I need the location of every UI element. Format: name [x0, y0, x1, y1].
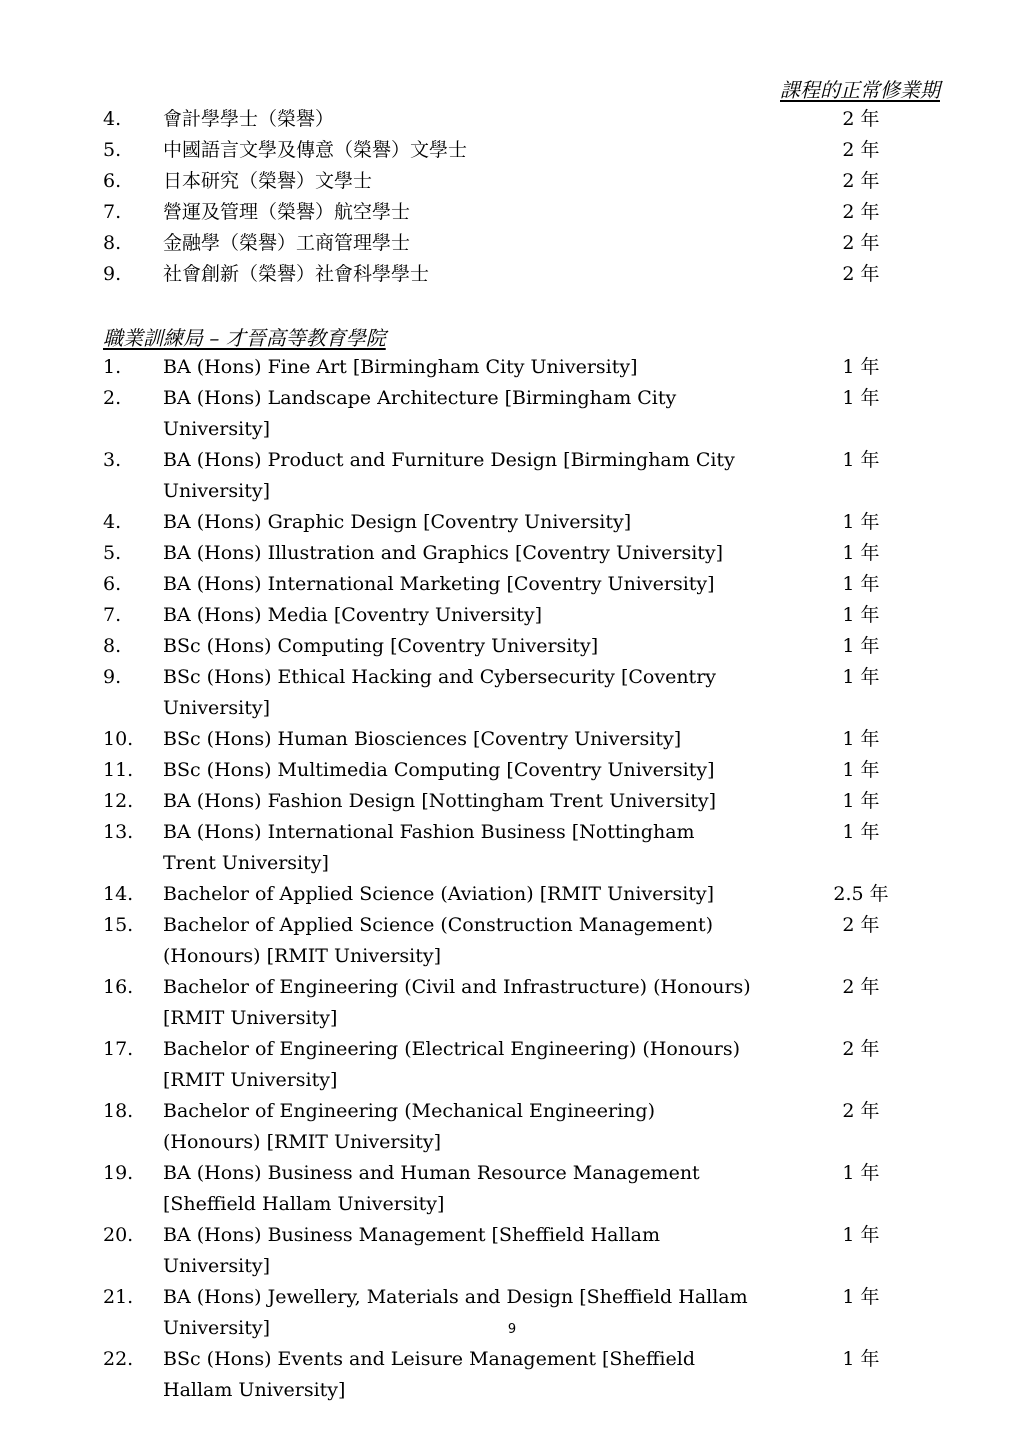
item-number: 5.	[103, 542, 122, 564]
programme-duration: 2 年	[842, 1100, 880, 1122]
list-item	[0, 1034, 1024, 1096]
list-item	[0, 972, 1024, 1034]
item-number: 20.	[103, 1224, 134, 1246]
list-item	[0, 724, 1024, 755]
programme-name: BA (Hons) International Fashion Business [Nottingham Trent University]	[163, 821, 695, 874]
programme-name: BA (Hons) Media [Coventry University]	[163, 604, 542, 626]
list-item	[0, 166, 1024, 197]
programme-duration: 2 年	[842, 201, 880, 223]
programme-name: 會計學學士（榮譽）	[163, 108, 335, 130]
item-number: 7.	[103, 201, 122, 223]
programme-duration: 1 年	[842, 666, 880, 688]
programme-duration: 1 年	[842, 573, 880, 595]
programme-duration: 2 年	[842, 108, 880, 130]
programme-duration: 1 年	[842, 790, 880, 812]
programme-name: BA (Hons) Fine Art [Birmingham City University]	[163, 356, 638, 378]
programme-duration: 1 年	[842, 387, 880, 409]
item-number: 10.	[103, 728, 134, 750]
item-number: 11.	[103, 759, 134, 781]
programme-name: BA (Hons) International Marketing [Coventry University]	[163, 573, 715, 595]
item-number: 8.	[103, 635, 122, 657]
list-item	[0, 631, 1024, 662]
list-item	[0, 662, 1024, 724]
programme-duration: 1 年	[842, 728, 880, 750]
item-number: 8.	[103, 232, 122, 254]
list-item	[0, 228, 1024, 259]
item-number: 5.	[103, 139, 122, 161]
item-number: 13.	[103, 821, 134, 843]
item-number: 7.	[103, 604, 122, 626]
section-title: 職業訓練局 – 才晉高等教育學院	[103, 326, 386, 350]
list-item	[0, 538, 1024, 569]
programme-name: BSc (Hons) Multimedia Computing [Coventry University]	[163, 759, 715, 781]
item-number: 2.	[103, 387, 122, 409]
programme-duration: 1 年	[842, 1162, 880, 1184]
list-item	[0, 259, 1024, 290]
item-number: 1.	[103, 356, 122, 378]
item-number: 12.	[103, 790, 134, 812]
programme-duration: 2 年	[842, 914, 880, 936]
item-number: 6.	[103, 170, 122, 192]
programme-name: BA (Hons) Product and Furniture Design [Birmingham City University]	[163, 449, 735, 502]
programme-duration: 1 年	[842, 759, 880, 781]
programme-name: BA (Hons) Fashion Design [Nottingham Trent University]	[163, 790, 717, 812]
item-number: 4.	[103, 511, 122, 533]
item-number: 16.	[103, 976, 134, 998]
list-item	[0, 910, 1024, 972]
item-number: 22.	[103, 1348, 134, 1370]
programme-name: BSc (Hons) Events and Leisure Management [Sheffield Hallam University]	[163, 1348, 695, 1401]
item-number: 14.	[103, 883, 134, 905]
item-number: 6.	[103, 573, 122, 595]
programme-name: Bachelor of Engineering (Electrical Engineering) (Honours) [RMIT University]	[163, 1038, 741, 1091]
list-item	[0, 1096, 1024, 1158]
list-item	[0, 569, 1024, 600]
programme-name: Bachelor of Engineering (Mechanical Engineering) (Honours) [RMIT University]	[163, 1100, 655, 1153]
list-item	[0, 786, 1024, 817]
programme-duration: 1 年	[842, 1286, 880, 1308]
list-item	[0, 1220, 1024, 1282]
programme-name: BA (Hons) Business and Human Resource Management [Sheffield Hallam University]	[163, 1162, 700, 1215]
list-item	[0, 197, 1024, 228]
list-item	[0, 135, 1024, 166]
item-number: 9.	[103, 666, 122, 688]
programme-duration: 2 年	[842, 170, 880, 192]
programme-name: BA (Hons) Illustration and Graphics [Coventry University]	[163, 542, 724, 564]
programme-list-vtc	[0, 352, 1024, 1406]
programme-duration: 2 年	[842, 232, 880, 254]
item-number: 3.	[103, 449, 122, 471]
item-number: 21.	[103, 1286, 134, 1308]
programme-duration: 2 年	[842, 976, 880, 998]
item-number: 17.	[103, 1038, 134, 1060]
programme-list-continued	[0, 104, 1024, 290]
programme-duration: 1 年	[842, 356, 880, 378]
programme-name: 社會創新（榮譽）社會科學學士	[163, 263, 430, 285]
duration-column-title: 課程的正常修業期	[780, 78, 940, 102]
list-item	[0, 1344, 1024, 1406]
item-number: 9.	[103, 263, 122, 285]
programme-name: 日本研究（榮譽）文學士	[163, 170, 373, 192]
programme-name: 營運及管理（榮譽）航空學士	[163, 201, 411, 223]
programme-duration: 1 年	[842, 449, 880, 471]
item-number: 18.	[103, 1100, 134, 1122]
list-item	[0, 1158, 1024, 1220]
list-item	[0, 755, 1024, 786]
programme-name: Bachelor of Engineering (Civil and Infrastructure) (Honours) [RMIT University]	[163, 976, 751, 1029]
item-number: 4.	[103, 108, 122, 130]
list-item	[0, 817, 1024, 879]
list-item	[0, 879, 1024, 910]
programme-name: Bachelor of Applied Science (Aviation) [RMIT University]	[163, 883, 715, 905]
programme-duration: 1 年	[842, 604, 880, 626]
item-number: 19.	[103, 1162, 134, 1184]
programme-name: BSc (Hons) Computing [Coventry University]	[163, 635, 599, 657]
programme-name: 中國語言文學及傳意（榮譽）文學士	[163, 139, 468, 161]
programme-name: Bachelor of Applied Science (Construction Management) (Honours) [RMIT University]	[163, 914, 714, 967]
programme-duration: 2.5 年	[833, 883, 889, 905]
list-item	[0, 445, 1024, 507]
programme-name: BSc (Hons) Ethical Hacking and Cybersecurity [Coventry University]	[163, 666, 717, 719]
programme-duration: 1 年	[842, 821, 880, 843]
programme-name: BA (Hons) Jewellery, Materials and Design [Sheffield Hallam University]	[163, 1286, 748, 1339]
programme-name: BSc (Hons) Human Biosciences [Coventry University]	[163, 728, 682, 750]
page-number: 9	[507, 1322, 517, 1337]
programme-duration: 1 年	[842, 635, 880, 657]
list-item	[0, 352, 1024, 383]
list-item	[0, 383, 1024, 445]
programme-duration: 1 年	[842, 1348, 880, 1370]
programme-duration: 2 年	[842, 139, 880, 161]
programme-duration: 2 年	[842, 1038, 880, 1060]
list-item	[0, 104, 1024, 135]
programme-duration: 1 年	[842, 511, 880, 533]
programme-name: BA (Hons) Landscape Architecture [Birmingham City University]	[163, 387, 677, 440]
item-number: 15.	[103, 914, 134, 936]
programme-duration: 2 年	[842, 263, 880, 285]
programme-duration: 1 年	[842, 542, 880, 564]
programme-name: BA (Hons) Graphic Design [Coventry University]	[163, 511, 632, 533]
programme-name: BA (Hons) Business Management [Sheffield Hallam University]	[163, 1224, 660, 1277]
programme-duration: 1 年	[842, 1224, 880, 1246]
list-item	[0, 507, 1024, 538]
programme-name: 金融學（榮譽）工商管理學士	[163, 232, 411, 254]
list-item	[0, 600, 1024, 631]
